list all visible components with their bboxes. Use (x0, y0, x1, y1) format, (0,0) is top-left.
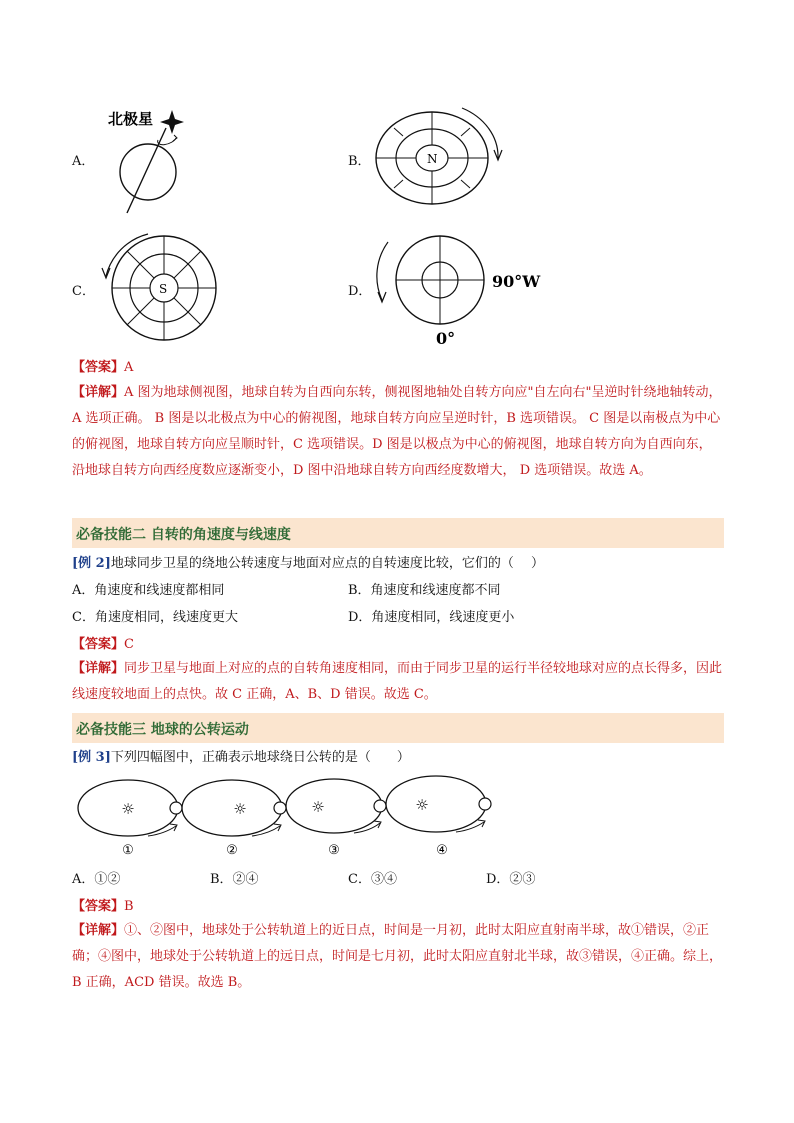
answer-tag: 【答案】 (72, 360, 125, 375)
figure-label: ① (122, 843, 134, 858)
q3-option-a: A．①② (72, 872, 121, 887)
answer-tag: 【答案】 (72, 899, 125, 914)
figure-d-polar-view (372, 230, 552, 348)
option-c-label: C． (72, 284, 95, 299)
sun-icon: ☼ (415, 796, 429, 814)
q3-option-b: B．②④ (210, 872, 259, 887)
sun-icon: ☼ (121, 800, 135, 818)
sun-icon: ☼ (233, 800, 247, 818)
section-title: 必备技能二 自转的角速度与线速度 (76, 527, 291, 543)
section-header (72, 518, 724, 548)
polaris-label: 北极星 (108, 110, 154, 128)
orbit-figures (72, 774, 512, 860)
option-d-label: D． (348, 284, 372, 299)
q2-option-a: A．角速度和线速度都相同 (72, 583, 225, 598)
star-icon (160, 110, 184, 134)
q3-option-d: D．②③ (486, 872, 536, 887)
figure-label: ③ (328, 843, 340, 858)
detail-tag: 【详解】 (72, 661, 125, 676)
north-pole-label: N (427, 152, 438, 166)
arrow-icon (378, 292, 386, 302)
orbit-figure-1 (78, 780, 182, 858)
answer-tag: 【答案】 (72, 637, 125, 652)
detail-tag: 【详解】 (72, 385, 125, 400)
answer-value: C (124, 637, 134, 652)
orbit-figure-2 (182, 780, 286, 858)
detail-text: ①、②图中，地球处于公转轨道上的近日点，时间是一月初，此时太阳应直射南半球，故①错误，②正确；④图中，地球处于公转轨道上的远日点，时间是七月初，此时太阳应直射北半球，故③错误，④正确。综上，B 正确，ACD 错误。故选 B。 (72, 923, 723, 990)
q3-stem (72, 746, 410, 765)
answer-value: B (124, 899, 134, 914)
figure-label: ② (226, 843, 238, 858)
figure-a-side-view (100, 100, 200, 218)
orbit-figure-3 (286, 779, 386, 858)
detail-text: 同步卫星与地面上对应的点的自转角速度相同，而由于同步卫星的运行半径较地球对应的点长得多，因此线速度较地面上的点快。故 C 正确，A、B、D 错误。故选 C。 (72, 661, 723, 702)
longitude-0-label: 0° (436, 329, 456, 348)
question-text: 地球同步卫星的绕地公转速度与地面对应点的自转速度比较，它们的（ ） (110, 556, 545, 571)
section-header (72, 713, 724, 743)
example-tag: [例 2] (72, 556, 111, 571)
q3-option-c: C．③④ (348, 872, 397, 887)
q3-answer (72, 895, 134, 914)
q1-answer (72, 356, 133, 375)
orbit-figure-4 (386, 776, 491, 858)
q1-detail (72, 380, 724, 484)
arrow-icon (102, 268, 110, 278)
example-tag: [例 3] (72, 750, 111, 765)
figure-label: ④ (436, 843, 448, 858)
q2-option-c: C．角速度相同，线速度更大 (72, 610, 238, 625)
figure-c-south-view (96, 228, 226, 346)
section-title: 必备技能三 地球的公转运动 (76, 722, 249, 738)
q2-option-b: B．角速度和线速度都不同 (348, 583, 501, 598)
q3-detail (72, 918, 724, 996)
detail-tag: 【详解】 (72, 923, 125, 938)
longitude-90w-label: 90°W (492, 272, 541, 291)
q2-stem (72, 552, 544, 571)
answer-value: A (124, 360, 134, 375)
question-text: 下列四幅图中，正确表示地球绕日公转的是（ ） (110, 750, 410, 765)
q2-detail (72, 656, 724, 708)
figure-b-north-view (370, 100, 510, 215)
q2-answer (72, 633, 134, 652)
sun-icon: ☼ (311, 798, 325, 816)
option-a-label: A． (72, 154, 95, 169)
q2-option-d: D．角速度相同，线速度更小 (348, 610, 515, 625)
option-b-label: B． (348, 154, 371, 169)
detail-text: A 图为地球侧视图，地球自转为自西向东转，侧视图地轴处自转方向应"自左向右"呈逆时针绕地轴转动， A 选项正确。 B 图是以北极点为中心的俯视图，地球自转方向应呈逆时针，B 选项错误。 C 图是以南极点为中心的俯视图，地球自转方向应呈顺时针，C 选项错误。D 图是以极点为中心的俯视图，地球自转方向为自西向东，沿地球自转方向西经度数应逐渐变小，D 图中沿地球自转方向西经度数增大， D 选项错误。故选 A。 (72, 385, 722, 478)
south-pole-label: S (159, 282, 168, 296)
